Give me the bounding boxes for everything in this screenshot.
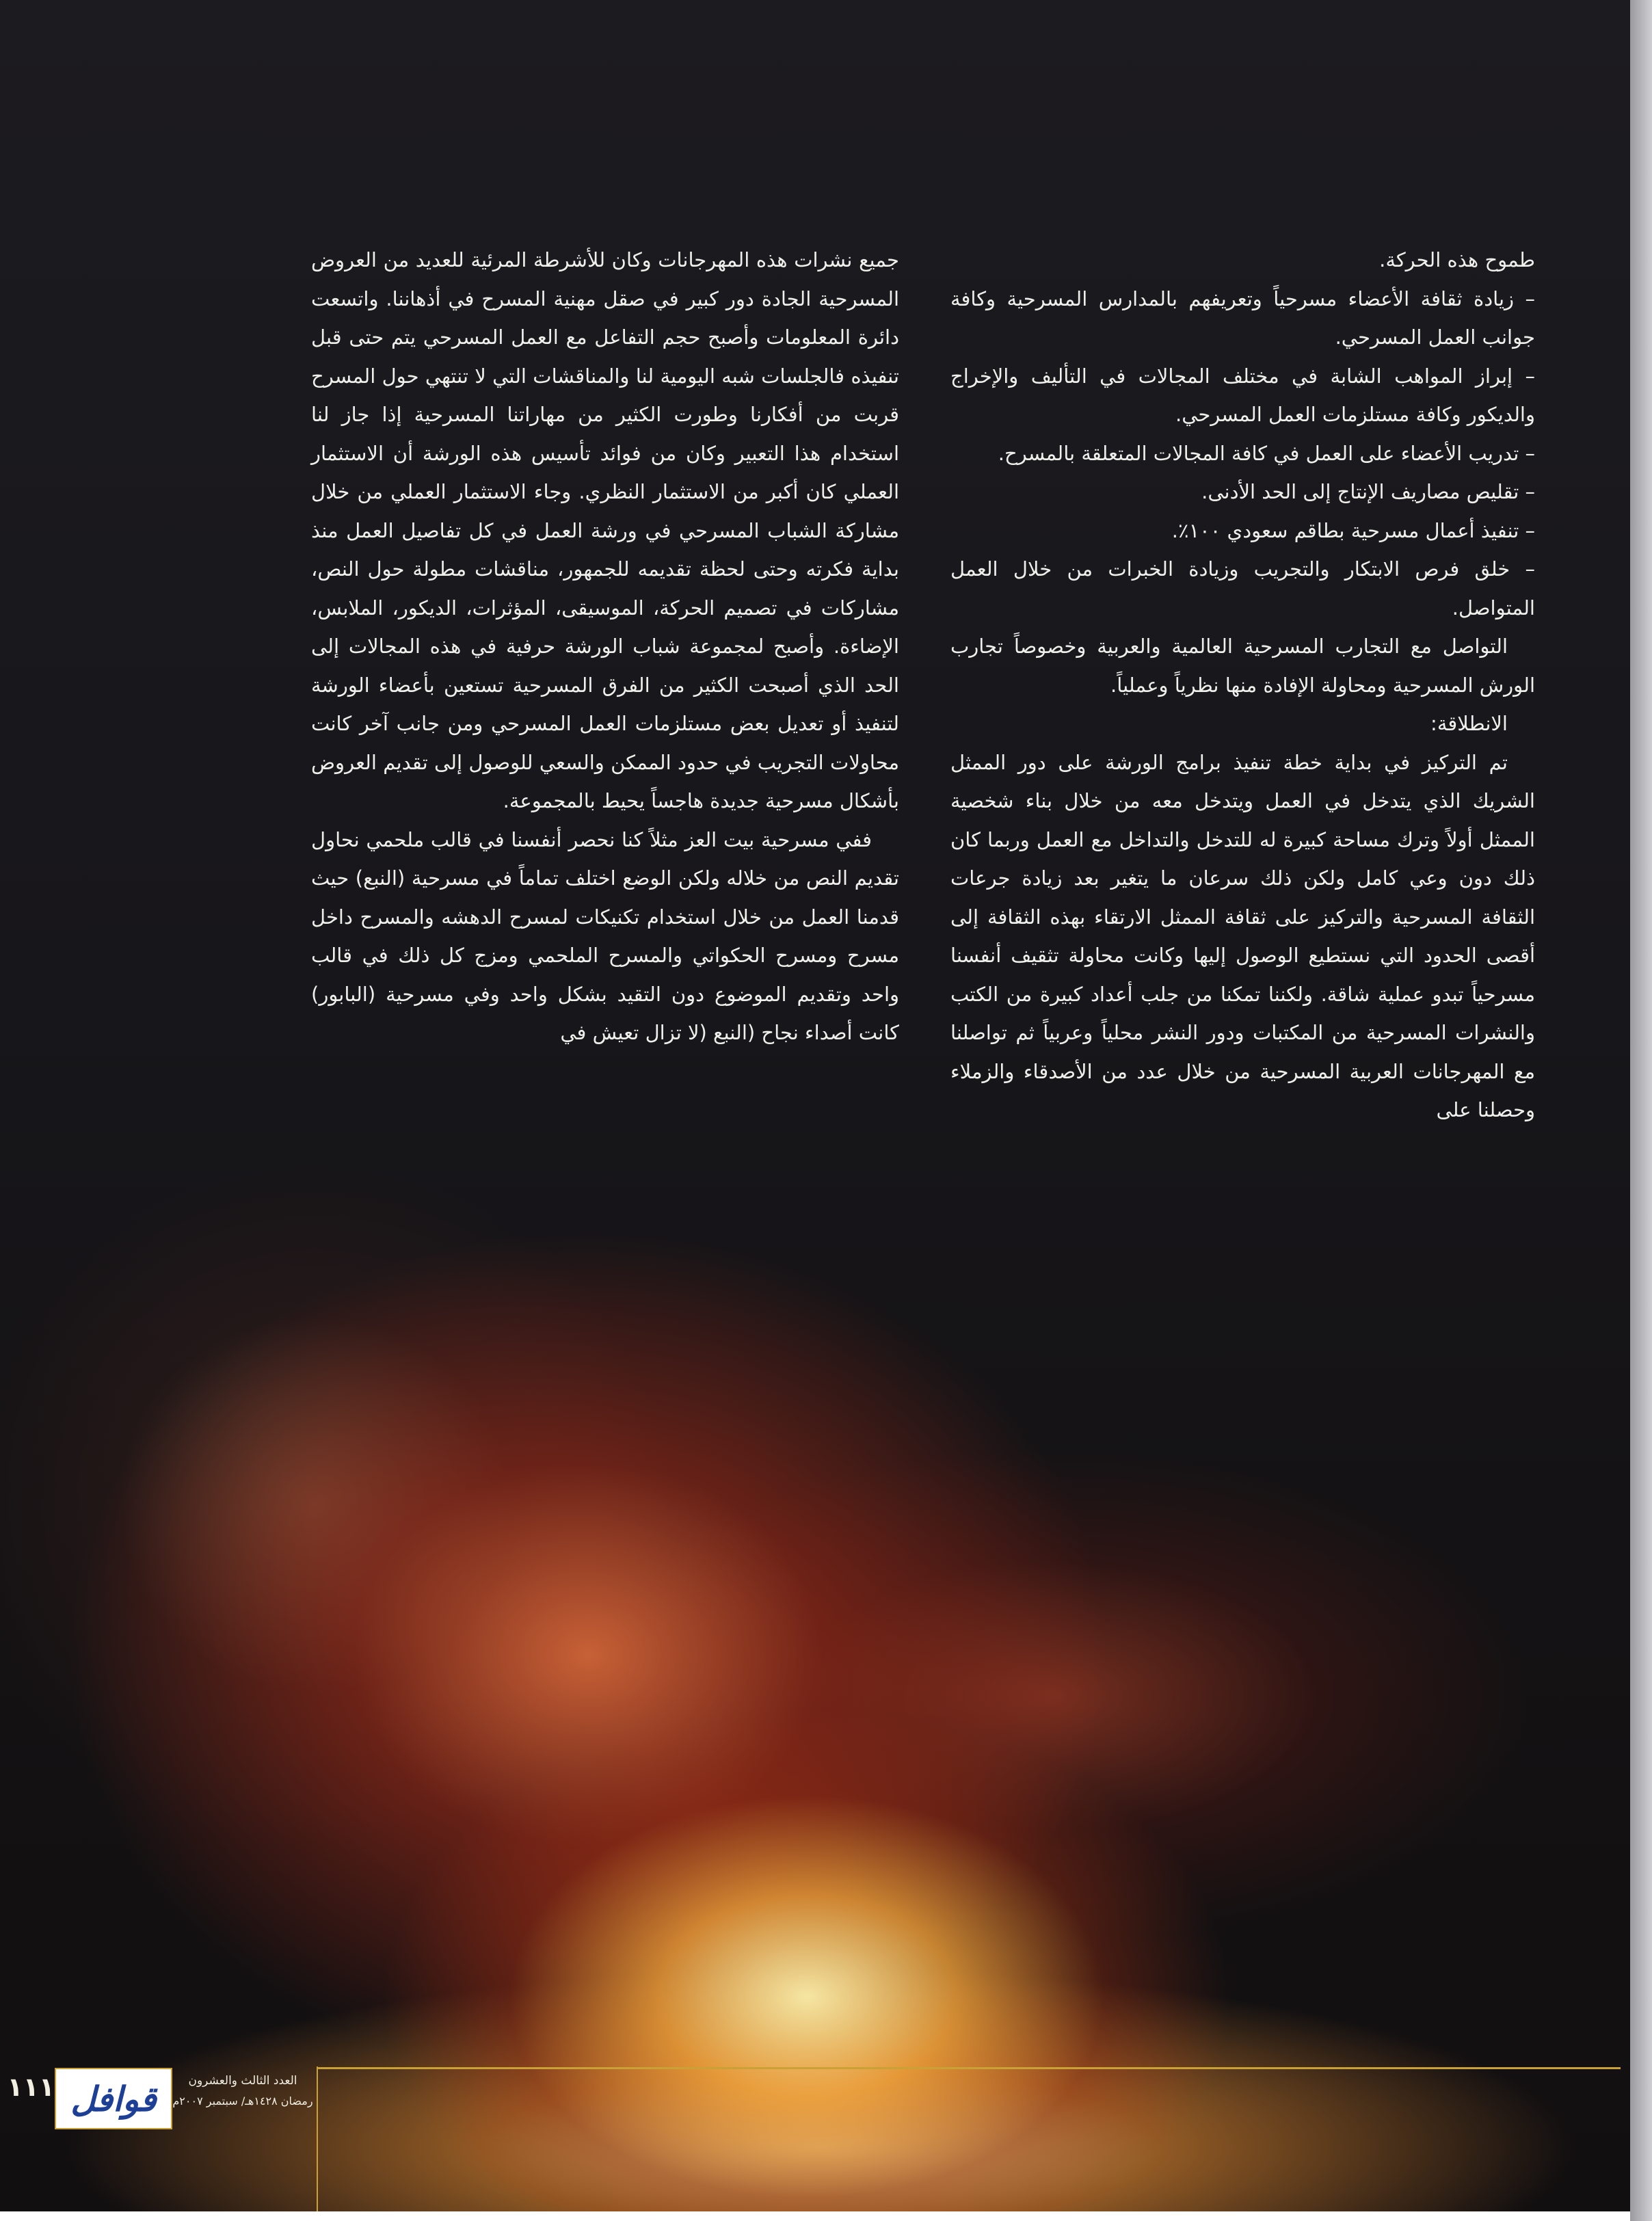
paragraph: طموح هذه الحركة. bbox=[1379, 248, 1535, 271]
right-text-column bbox=[950, 241, 1535, 1130]
footer-divider bbox=[318, 2067, 1621, 2069]
list-item: – إبراز المواهب الشابة في مختلف المجالات في التأليف والإخراج والديكور وكافة مستلزمات العمل المسرحي. bbox=[950, 364, 1535, 426]
paragraph: جميع نشرات هذه المهرجانات وكان للأشرطة المرئية للعديد من العروض المسرحية الجادة دور كبير في صقل مهنية المسرح في أذهاننا. واتسعت دائرة المعلومات وأصبح حجم التفاعل مع العمل المسرحي يتم حتى قبل تنفيذه فالجلسات شبه اليومية لنا والمناقشات التي لا تنتهي حول المسرح قربت من أفكارنا وطورت الكثير من مهاراتنا المسرحية إذا جاز لنا استخدام هذا التعبير وكان من فوائد تأسيس هذه الورشة أن الاستثمار العملي كان أكبر من الاستثمار النظري. وجاء الاستثمار العملي من خلال مشاركة الشباب المسرحي في ورشة العمل في كل تفاصيل العمل منذ بداية فكرته وحتى لحظة تقديمه للجمهور، مناقشات مطولة حول النص، مشاركات في تصميم الحركة، الموسيقى، المؤثرات، الديكور، الملابس، الإضاءة. وأصبح لمجموعة شباب الورشة حرفية في هذه المجالات إلى الحد الذي أصبحت الكثير من الفرق المسرحية تستعين بأعضاء الورشة لتنفيذ أو تعديل بعض مستلزمات العمل المسرحي ومن جانب آخر كانت محاولات التجريب في حدود الممكن والسعي للوصول إلى تقديم العروض بأشكال مسرحية جديدة هاجساً يحيط بالمجموعة. bbox=[311, 248, 899, 812]
list-item: – زيادة ثقافة الأعضاء مسرحياً وتعريفهم بالمدارس المسرحية وكافة جوانب العمل المسرحي. bbox=[950, 287, 1535, 349]
page-edge bbox=[1630, 0, 1652, 2221]
list-item: – تقليص مصاريف الإنتاج إلى الحد الأدنى. bbox=[1201, 480, 1535, 503]
section-heading: الانطلاقة: bbox=[1430, 712, 1508, 735]
logo-text: قوافل bbox=[70, 2078, 157, 2119]
list-item: – تنفيذ أعمال مسرحية بطاقم سعودي ١٠٠٪. bbox=[1171, 518, 1535, 542]
paragraph: ففي مسرحية بيت العز مثلاً كنا نحصر أنفسنا في قالب ملحمي نحاول تقديم النص من خلاله ولكن الوضع اختلف تماماً في مسرحية (النبع) حيث قدمنا العمل من خلال استخدام تكنيكات لمسرح الدهشه والمسرح داخل مسرح ومسرح الحكواتي والمسرح الملحمي ومزج كل ذلك في قالب واحد وتقديم الموضوع دون التقيد بشكل واحد وفي مسرحية (البابور) كانت أصداء نجاح (النبع (لا تزال تعيش في bbox=[311, 827, 899, 1044]
left-text-column bbox=[311, 241, 899, 1052]
issue-date: رمضان ١٤٢٨هـ/ سبتمبر ٢٠٠٧م bbox=[172, 2094, 313, 2107]
magazine-logo bbox=[55, 2068, 172, 2129]
list-item: – تدريب الأعضاء على العمل في كافة المجالات المتعلقة بالمسرح. bbox=[998, 441, 1535, 465]
page-footer bbox=[0, 2066, 1630, 2155]
paragraph: تم التركيز في بداية خطة تنفيذ برامج الورشة على دور الممثل الشريك الذي يتدخل في العمل ويتدخل معه من خلال بناء شخصية الممثل أولاً وترك مساحة كبيرة له للتدخل والتداخل مع العمل وربما كان ذلك دون وعي كامل ولكن ذلك سرعان ما يتغير بعد زيادة جرعات الثقافة المسرحية والتركيز على ثقافة الممثل الارتقاء بهذه الثقافة إلى أقصى الحدود التي نستطيع الوصول إليها وكانت محاولة تثقيف أنفسنا مسرحياً تبدو عملية شاقة. ولكننا تمكنا من جلب أعداد كبيرة من الكتب والنشرات المسرحية من المكتبات ودور النشر محلياً وعربياً ثم تواصلنا مع المهرجانات العربية المسرحية من خلال عدد من الأصدقاء والزملاء وحصلنا على bbox=[950, 750, 1535, 1121]
issue-info bbox=[172, 2071, 313, 2112]
footer-vertical-divider bbox=[317, 2066, 318, 2211]
paragraph: التواصل مع التجارب المسرحية العالمية والعربية وخصوصاً تجارب الورش المسرحية ومحاولة الإفادة منها نظرياً وعملياً. bbox=[950, 635, 1535, 697]
page-number: ١١١ bbox=[7, 2072, 55, 2102]
list-item: – خلق فرص الابتكار والتجريب وزيادة الخبرات من خلال العمل المتواصل. bbox=[950, 557, 1535, 620]
issue-number: العدد الثالث والعشرون bbox=[188, 2074, 297, 2088]
